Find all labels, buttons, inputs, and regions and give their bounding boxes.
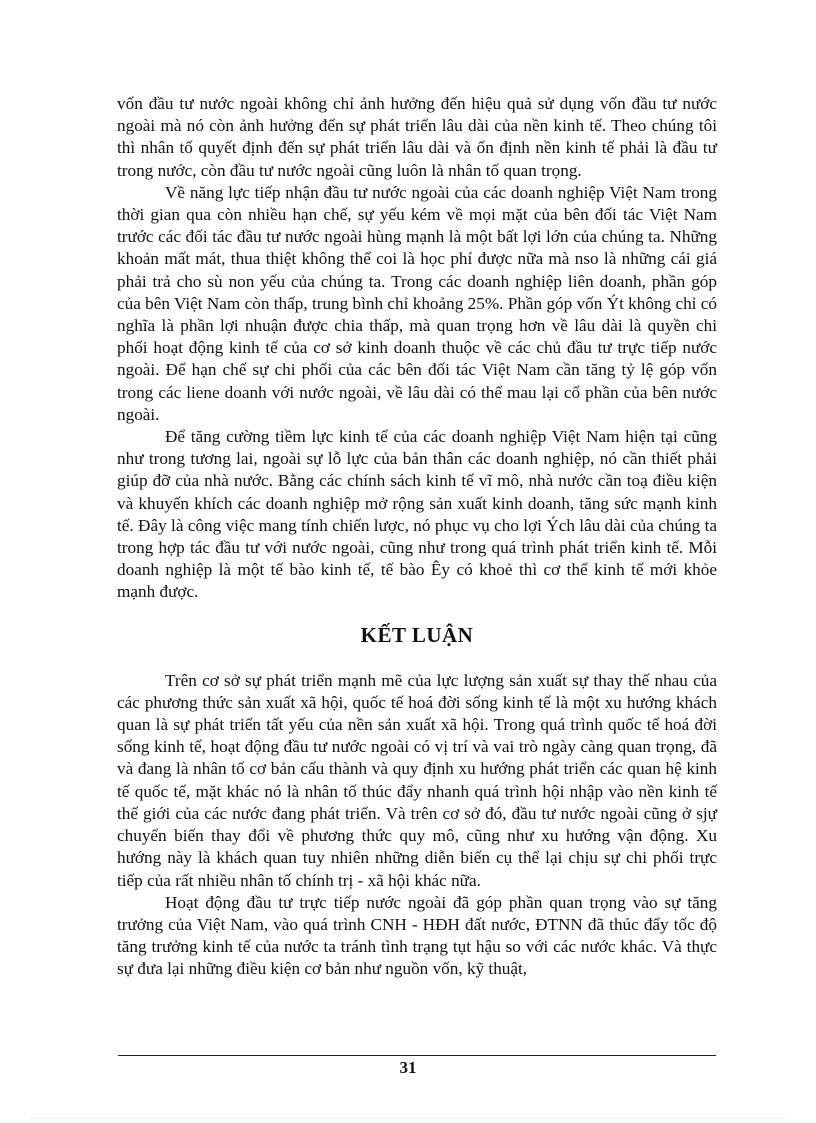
page-number: 31 (399, 1058, 417, 1077)
footer-divider (118, 1055, 716, 1056)
paragraph-conclusion-1: Trên cơ sở sự phát triển mạnh mẽ của lực lượng sản xuất sự thay thế nhau của các phương thức sản xuất xã hội, quốc tế hoá đời sống kinh tế là một xu hướng khách quan là sự phát triển tất yếu của nền sản xuất xã hội. Trong quá trình quốc tế hoá đời sống kinh tế, hoạt động đầu tư nước ngoài có vị trí và vai trò ngày càng quan trọng, đã và đang là nhân tố cơ bản cấu thành và quy định xu hướng phát triển các quan hệ kinh tế quốc tế, mặt khác nó là nhân tố thúc đẩy nhanh quá trình hội nhập vào nền kinh tế thế giới của các nước đang phát triển. Và trên cơ sở đó, đầu tư nước ngoài cũng ở sjự chuyển biến thay đổi về phương thức quy mô, cũng như xu hướng vận động. Xu hướng này là khách quan tuy nhiên những diễn biến cụ thể lại chịu sự chi phối trực tiếp của rất nhiều nhân tố chính trị - xã hội khác nữa. (117, 670, 717, 890)
paragraph-capacity: Về năng lực tiếp nhận đầu tư nước ngoài của các doanh nghiệp Việt Nam trong thời gian qua còn nhiều hạn chế, sự yếu kém về mọi mặt của bên đối tác Việt Nam trước các đối tác đầu tư nước ngoài hùng mạnh là một bất lợi lớn của chúng ta. Những khoản mất mát, thua thiệt không thể coi là học phí được nữa mà nso là những cái giá phải trả cho sù non yếu của chúng ta. Trong các doanh nghiệp liên doanh, phần góp của bên Việt Nam còn thấp, trung bình chỉ khoảng 25%. Phần góp vốn Ýt không chỉ có nghĩa là phần lợi nhuận được chia thấp, mà quan trọng hơn về lâu dài là quyền chi phối hoạt động kinh tế của cơ sở kinh doanh thuộc về các chủ đầu tư trực tiếp nước ngoài. Để hạn chế sự chi phối của các bên đối tác Việt Nam cần tăng tỷ lệ góp vốn trong các liene doanh với nước ngoài, về lâu dài có thể mau lại cổ phần của bên nước ngoài. (117, 182, 717, 424)
page-bottom-edge (30, 1118, 786, 1119)
paragraph-conclusion-2: Hoạt động đầu tư trực tiếp nước ngoài đã góp phần quan trọng vào sự tăng trưởng của Việt Nam, vào quá trình CNH - HĐH đất nước, ĐTNN đã thúc đẩy tốc độ tăng trưởng kinh tế của nước ta tránh tình trạng tụt hậu so với các nước khác. Và thực sự đưa lại những điều kiện cơ bản như nguồn vốn, kỹ thuật, (117, 892, 717, 979)
paragraph-potential: Để tăng cường tiềm lực kinh tế của các doanh nghiệp Việt Nam hiện tại cũng như trong tương lai, ngoài sự lỗ lực của bản thân các doanh nghiệp, nó cần thiết phải giúp đỡ của nhà nước. Bằng các chính sách kinh tế vĩ mô, nhà nước cần toạ điều kiện và khuyến khích các doanh nghiệp mở rộng sản xuất kinh doanh, tăng sức mạnh kinh tế. Đây là công việc mang tính chiến lược, nó phục vụ cho lợi Ých lâu dài của chúng ta trong hợp tác đầu tư với nước ngoài, cũng như trong quá trình phát triển kinh tế. Mỗi doanh nghiệp là một tế bào kinh tế, tế bào Êy có khoẻ thì cơ thể kinh tế mới khỏe mạnh được. (117, 427, 717, 602)
page-body (117, 93, 717, 981)
section-heading-conclusion: KẾT LUẬN (360, 622, 474, 647)
paragraph-continuation: vốn đầu tư nước ngoài không chỉ ảnh hưởng đến hiệu quả sử dụng vốn đầu tư nước ngoài mà nó còn ảnh hưởng đến sự phát triển lâu dài của nền kinh tế. Theo chúng tôi thì nhân tố quyết định đến sự phát triển lâu dài và ổn định nền kinh tế phải là đầu tư trong nước, còn đầu tư nước ngoài cũng luôn là nhân tố quan trọng. (117, 94, 717, 180)
